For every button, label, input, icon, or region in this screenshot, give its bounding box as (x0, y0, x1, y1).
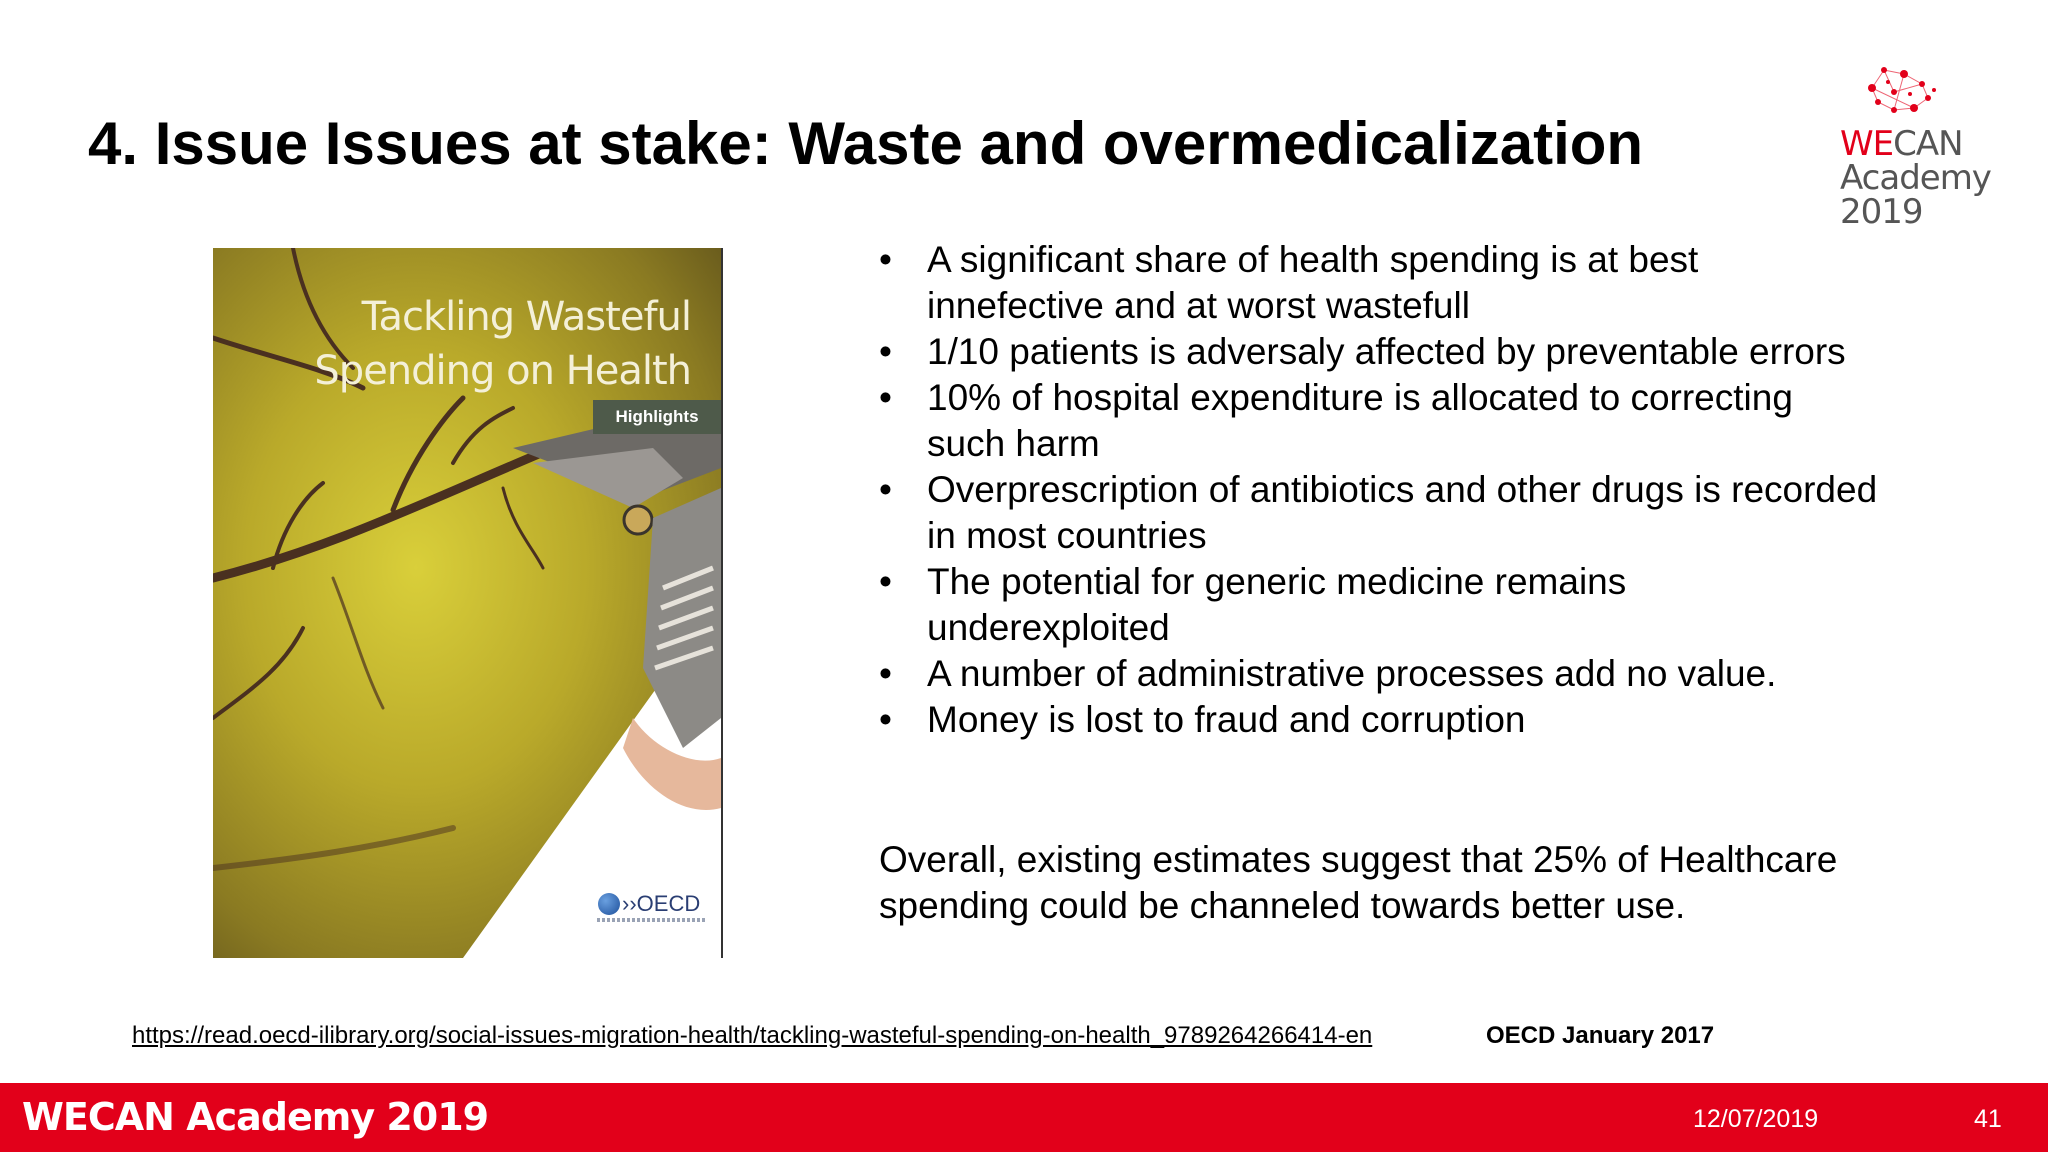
bullet-item: • A number of administrative processes add no value. (879, 651, 1879, 697)
logo-line-wecan (1840, 126, 1963, 162)
logo-can-text: CAN (1893, 124, 1963, 164)
oecd-logo: ››OECD (598, 891, 700, 917)
bullet-item: • 10% of hospital expenditure is allocated to correcting such harm (879, 375, 1879, 467)
highlights-badge: Highlights (593, 400, 721, 434)
cover-title-line-1: Tackling Wasteful (361, 294, 691, 340)
globe-icon (598, 893, 620, 915)
logo-we-text: WE (1840, 124, 1894, 164)
bullet-item: • The potential for generic medicine remains underexploited (879, 559, 1879, 651)
report-cover-image (213, 248, 723, 958)
oecd-logo-text: OECD (636, 891, 701, 916)
oecd-tagline-lines (597, 918, 707, 922)
cover-title-line-2: Spending on Health (314, 348, 691, 394)
footer-brand: WECAN Academy 2019 (22, 1095, 489, 1139)
source-credit: OECD January 2017 (1486, 1022, 1715, 1049)
slide-title: 4. Issue Issues at stake: Waste and overmedicalization (88, 110, 1644, 177)
bullet-item: • Money is lost to fraud and corruption (879, 697, 1879, 743)
footer-bar (0, 1083, 2048, 1152)
wecan-academy-logo (1836, 64, 1991, 234)
network-dots-icon (1844, 64, 1964, 126)
source-link[interactable]: https://read.oecd-ilibrary.org/social-issues-migration-health/tackling-wasteful-spending-on-health_9789264266414-en (132, 1022, 1373, 1049)
bullet-item: • 1/10 patients is adversaly affected by preventable errors (879, 329, 1879, 375)
footer-date: 12/07/2019 (1693, 1105, 1819, 1133)
logo-line-academy: Academy (1840, 158, 1991, 198)
cover-title (314, 290, 691, 398)
page-number: 41 (1974, 1105, 2002, 1133)
bullet-list (879, 237, 1879, 743)
bullet-item: • Overprescription of antibiotics and other drugs is recorded in most countries (879, 467, 1879, 559)
logo-line-year: 2019 (1840, 192, 1923, 232)
bullet-item: • A significant share of health spending is at best innefective and at worst wastefull (879, 237, 1879, 329)
summary-text: Overall, existing estimates suggest that 25% of Healthcare spending could be channeled towards better use. (879, 839, 1838, 926)
